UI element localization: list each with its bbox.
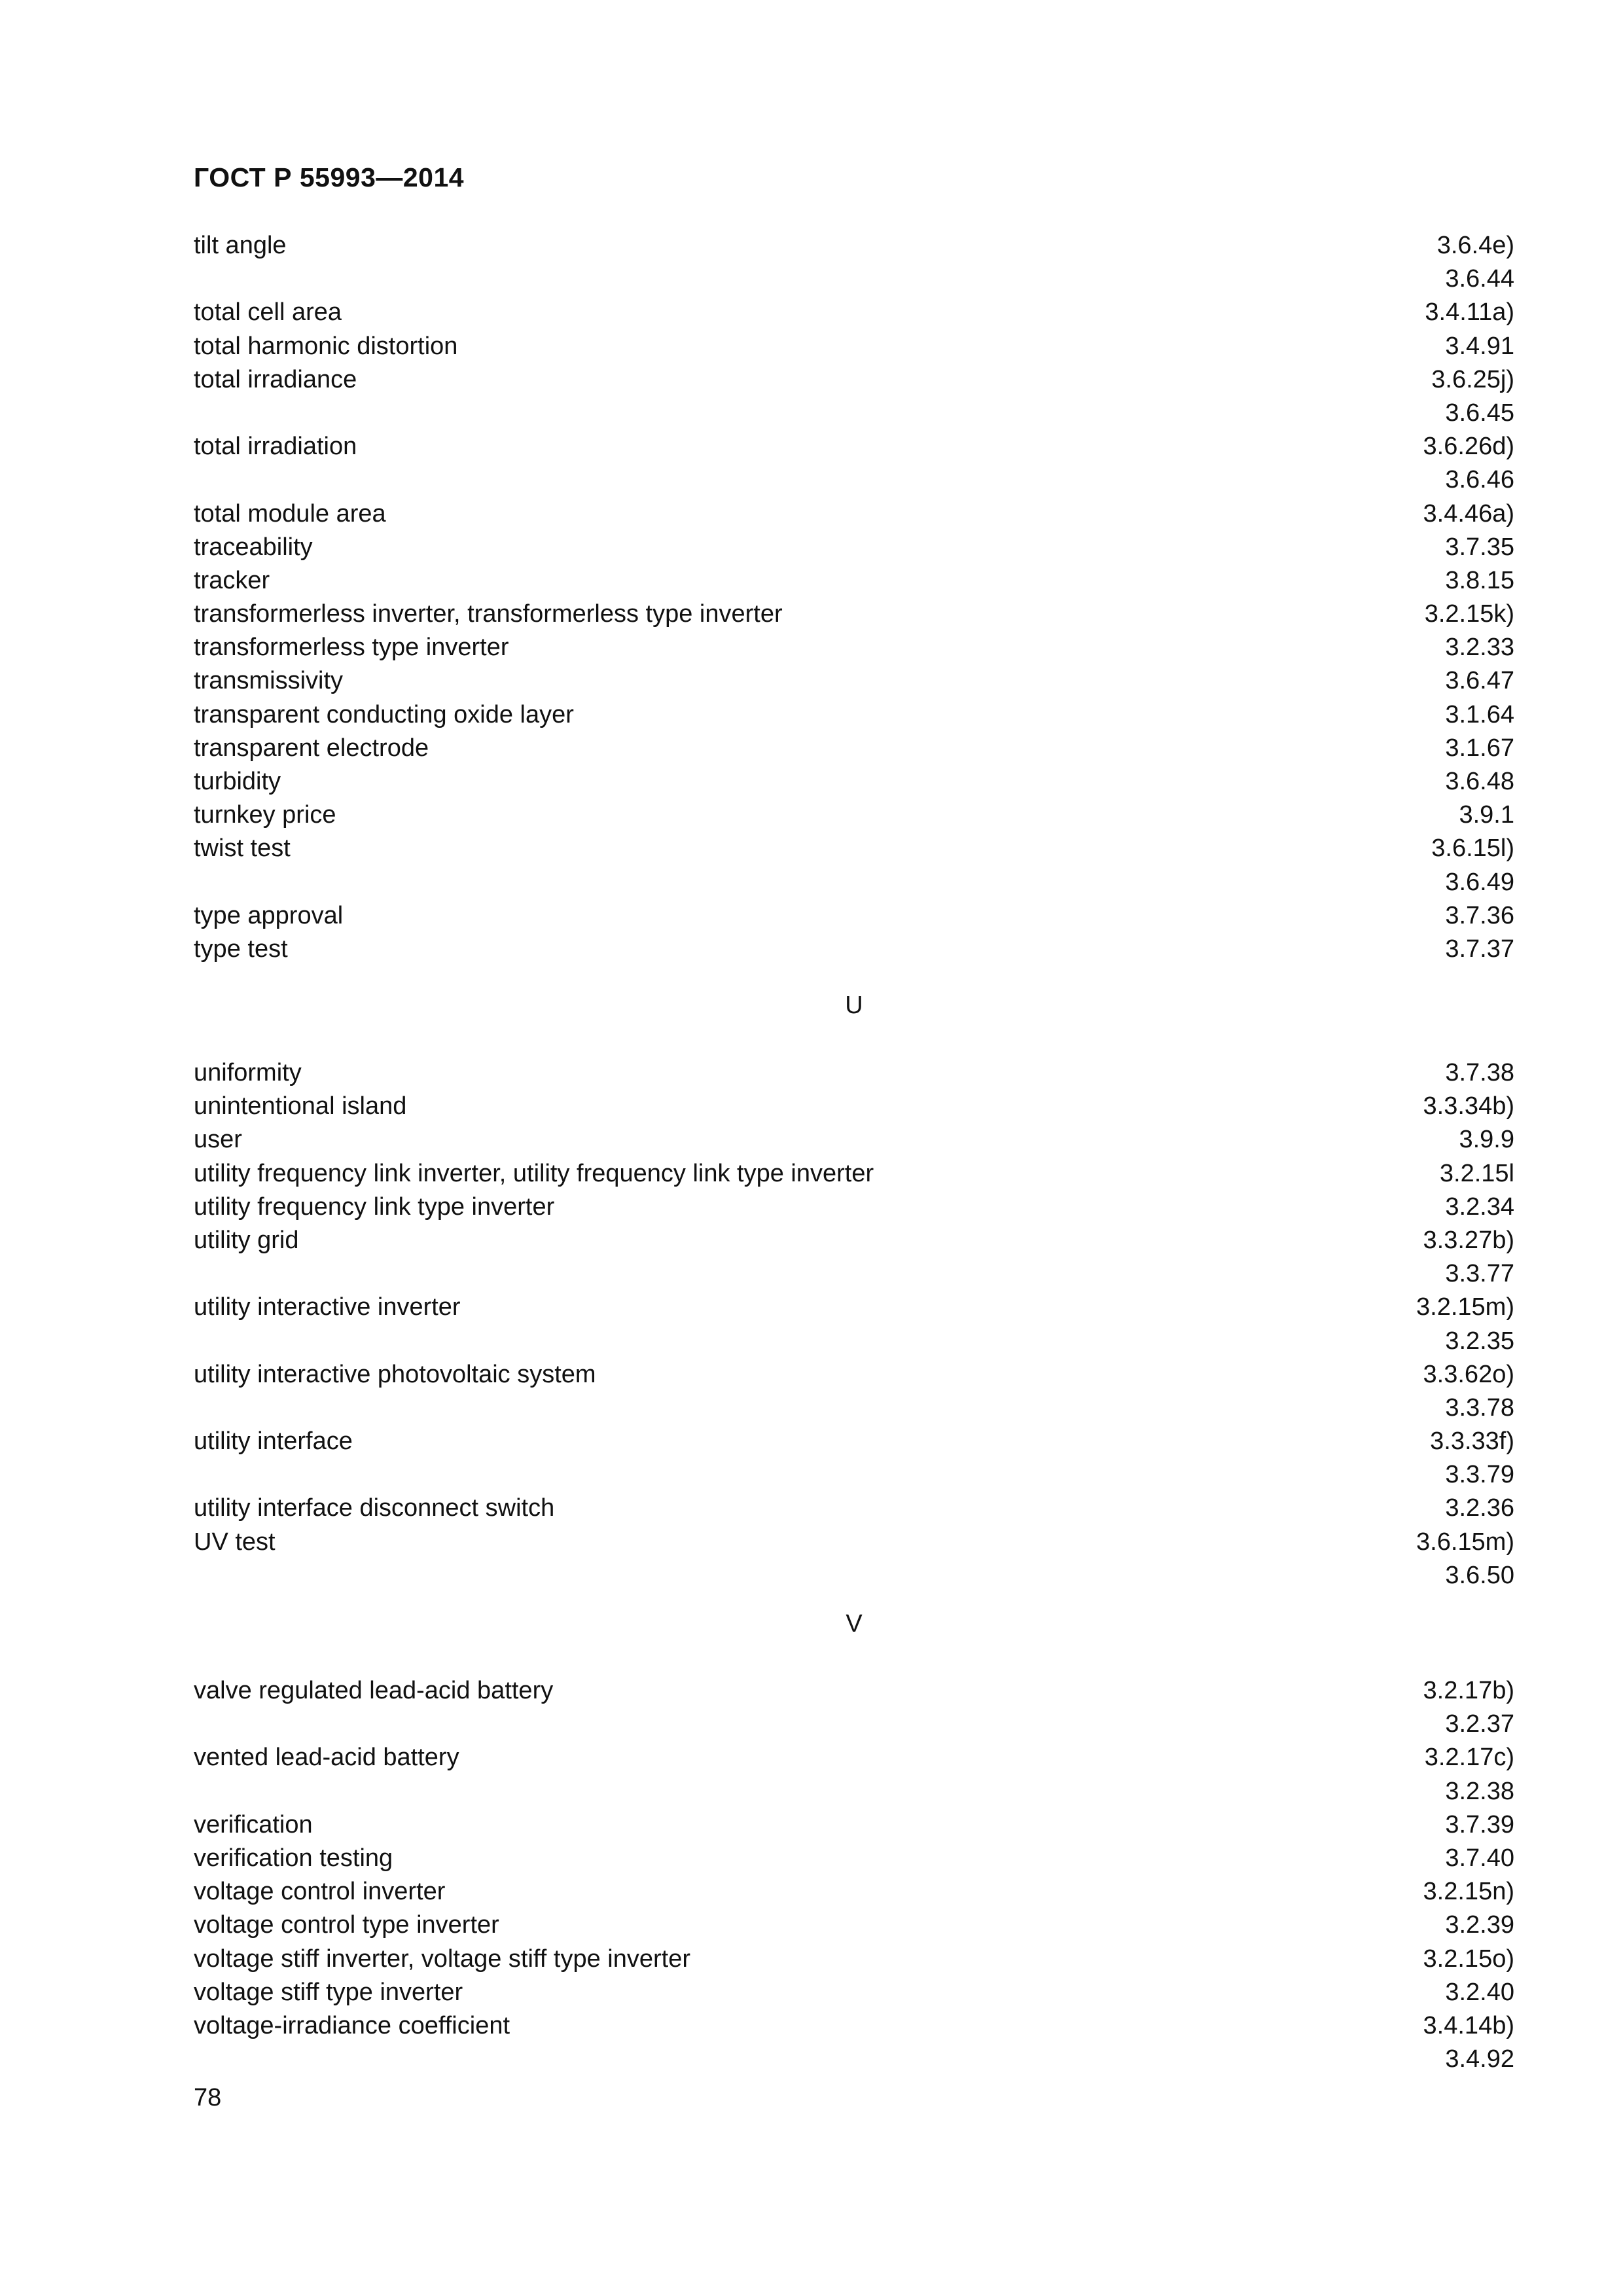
- index-term: type test: [194, 935, 288, 963]
- index-entry: [194, 2009, 1514, 2043]
- index-entry: [194, 832, 1514, 865]
- index-entry: [194, 1526, 1514, 1559]
- index-term: UV test: [194, 1528, 276, 1556]
- index-entry: [194, 598, 1514, 631]
- index-entry: [194, 497, 1514, 531]
- index-term: tracker: [194, 566, 270, 594]
- index-term: voltage-irradiance coefficient: [194, 2011, 510, 2039]
- index-reference: 3.4.92: [1445, 2045, 1514, 2073]
- index-entry: [194, 1391, 1514, 1425]
- index-entry: [194, 1775, 1514, 1808]
- document-header: ГОСТ Р 55993—2014: [194, 162, 465, 192]
- index-term: total module area: [194, 499, 386, 528]
- index-term: utility interactive inverter: [194, 1293, 461, 1321]
- index-entry: [194, 1257, 1514, 1291]
- index-term: voltage stiff type inverter: [194, 1978, 463, 2006]
- index-section-t: [194, 229, 1514, 966]
- index-entry: [194, 866, 1514, 899]
- index-reference: 3.8.15: [1445, 566, 1514, 594]
- index-reference: 3.2.15o): [1423, 1945, 1514, 1973]
- index-reference: 3.2.35: [1445, 1327, 1514, 1355]
- index-reference: 3.6.26d): [1423, 433, 1514, 461]
- index-entry: [194, 631, 1514, 664]
- index-entry: [194, 531, 1514, 564]
- index-term: type approval: [194, 901, 344, 929]
- index-term: twist test: [194, 834, 291, 863]
- index-entry: [194, 1056, 1514, 1090]
- index-term: turbidity: [194, 768, 281, 795]
- index-entry: [194, 798, 1514, 832]
- index-reference: 3.2.40: [1445, 1978, 1514, 2006]
- index-entry: [194, 1875, 1514, 1909]
- index-entry: [194, 899, 1514, 933]
- index-entry: [194, 1291, 1514, 1324]
- section-letter-u: U: [845, 992, 863, 1019]
- index-reference: 3.7.35: [1445, 533, 1514, 561]
- index-entry: [194, 564, 1514, 598]
- index-term: total irradiance: [194, 365, 357, 393]
- index-term: uniformity: [194, 1059, 302, 1086]
- index-term: utility interface disconnect switch: [194, 1494, 555, 1522]
- index-entry: [194, 1674, 1514, 1708]
- index-reference: 3.3.79: [1445, 1461, 1514, 1489]
- index-term: verification testing: [194, 1844, 393, 1872]
- index-term: traceability: [194, 533, 313, 561]
- index-reference: 3.6.15l): [1431, 834, 1514, 863]
- index-reference: 3.6.47: [1445, 667, 1514, 695]
- index-entry: [194, 463, 1514, 497]
- index-reference: 3.6.46: [1445, 466, 1514, 494]
- index-entry: [194, 397, 1514, 430]
- index-reference: 3.6.15m): [1416, 1528, 1514, 1556]
- index-reference: 3.7.40: [1445, 1844, 1514, 1872]
- index-reference: 3.6.4e): [1436, 232, 1514, 259]
- index-reference: 3.9.1: [1459, 801, 1514, 829]
- index-term: voltage control type inverter: [194, 1911, 499, 1939]
- index-reference: 3.4.46a): [1423, 499, 1514, 528]
- index-term: transparent electrode: [194, 734, 429, 762]
- index-term: utility interface: [194, 1427, 353, 1456]
- index-reference: 3.4.91: [1445, 332, 1514, 360]
- index-entry: [194, 664, 1514, 698]
- index-entry: [194, 1708, 1514, 1741]
- index-reference: 3.3.34b): [1423, 1092, 1514, 1121]
- section-letter-v: V: [846, 1610, 863, 1638]
- index-term: utility interactive photovoltaic system: [194, 1360, 596, 1388]
- index-entry: [194, 1976, 1514, 2009]
- index-reference: 3.2.15m): [1416, 1293, 1514, 1321]
- index-reference: 3.6.49: [1445, 868, 1514, 896]
- index-entry: [194, 1425, 1514, 1458]
- index-entry: [194, 1741, 1514, 1774]
- index-reference: 3.2.15n): [1423, 1878, 1514, 1906]
- index-reference: 3.6.44: [1445, 265, 1514, 293]
- index-reference: 3.1.64: [1445, 700, 1514, 728]
- index-term: utility frequency link type inverter: [194, 1193, 555, 1221]
- index-reference: 3.6.45: [1445, 399, 1514, 427]
- index-term: total irradiation: [194, 433, 357, 461]
- index-section-u: [194, 1056, 1514, 1592]
- index-entry: [194, 1909, 1514, 1942]
- index-reference: 3.2.34: [1445, 1193, 1514, 1221]
- index-reference: 3.2.15l: [1439, 1159, 1514, 1187]
- index-entry: [194, 933, 1514, 966]
- index-reference: 3.2.36: [1445, 1494, 1514, 1522]
- index-entry: [194, 1123, 1514, 1157]
- index-entry: [194, 1224, 1514, 1257]
- index-reference: 3.4.14b): [1423, 2011, 1514, 2039]
- index-reference: 3.2.39: [1445, 1911, 1514, 1939]
- index-reference: 3.2.17b): [1423, 1677, 1514, 1704]
- index-reference: 3.3.77: [1445, 1260, 1514, 1288]
- index-entry: [194, 732, 1514, 765]
- index-reference: 3.7.39: [1445, 1810, 1514, 1839]
- index-reference: 3.4.11a): [1425, 298, 1514, 327]
- index-term: total harmonic distortion: [194, 332, 458, 360]
- index-entry: [194, 363, 1514, 397]
- index-entry: [194, 1157, 1514, 1191]
- index-entry: [194, 262, 1514, 296]
- index-reference: 3.1.67: [1445, 734, 1514, 762]
- index-entry: [194, 2043, 1514, 2076]
- index-entry: [194, 1358, 1514, 1391]
- index-entry: [194, 1842, 1514, 1875]
- index-term: user: [194, 1126, 242, 1154]
- index-entry: [194, 1559, 1514, 1592]
- page-number: 78: [194, 2084, 222, 2111]
- index-entry: [194, 698, 1514, 732]
- index-term: voltage stiff inverter, voltage stiff type inverter: [194, 1945, 690, 1973]
- index-reference: 3.7.38: [1445, 1059, 1514, 1086]
- index-reference: 3.7.37: [1445, 935, 1514, 963]
- index-term: tilt angle: [194, 232, 287, 259]
- index-term: turnkey price: [194, 801, 336, 829]
- index-entry: [194, 296, 1514, 329]
- index-entry: [194, 1808, 1514, 1842]
- index-reference: 3.3.33f): [1430, 1427, 1514, 1456]
- index-entry: [194, 765, 1514, 798]
- index-entry: [194, 1325, 1514, 1358]
- index-reference: 3.2.15k): [1424, 600, 1514, 628]
- index-reference: 3.2.33: [1445, 634, 1514, 662]
- index-section-v: [194, 1674, 1514, 2076]
- index-reference: 3.3.62o): [1423, 1360, 1514, 1388]
- index-reference: 3.2.38: [1445, 1777, 1514, 1805]
- index-term: transformerless type inverter: [194, 634, 509, 662]
- index-term: valve regulated lead-acid battery: [194, 1677, 554, 1704]
- index-reference: 3.6.48: [1445, 768, 1514, 795]
- index-entry: [194, 1191, 1514, 1224]
- index-term: vented lead-acid battery: [194, 1744, 459, 1772]
- index-entry: [194, 1943, 1514, 1976]
- index-entry: [194, 330, 1514, 363]
- index-entry: [194, 1492, 1514, 1525]
- index-reference: 3.2.17c): [1424, 1744, 1514, 1772]
- index-term: transformerless inverter, transformerless type inverter: [194, 600, 783, 628]
- index-term: transmissivity: [194, 667, 344, 695]
- index-entry: [194, 1090, 1514, 1123]
- index-entry: [194, 430, 1514, 463]
- index-term: utility grid: [194, 1226, 299, 1254]
- index-reference: 3.2.37: [1445, 1710, 1514, 1738]
- index-term: total cell area: [194, 298, 342, 327]
- index-term: voltage control inverter: [194, 1878, 446, 1906]
- index-reference: 3.6.25j): [1431, 365, 1514, 393]
- index-reference: 3.3.27b): [1423, 1226, 1514, 1254]
- index-reference: 3.3.78: [1445, 1393, 1514, 1422]
- index-reference: 3.6.50: [1445, 1561, 1514, 1589]
- index-entry: [194, 229, 1514, 262]
- index-term: verification: [194, 1810, 313, 1839]
- index-term: unintentional island: [194, 1092, 407, 1121]
- index-reference: 3.7.36: [1445, 901, 1514, 929]
- index-entry: [194, 1458, 1514, 1492]
- index-reference: 3.9.9: [1459, 1126, 1514, 1154]
- index-term: utility frequency link inverter, utility frequency link type inverter: [194, 1159, 874, 1187]
- index-term: transparent conducting oxide layer: [194, 700, 574, 728]
